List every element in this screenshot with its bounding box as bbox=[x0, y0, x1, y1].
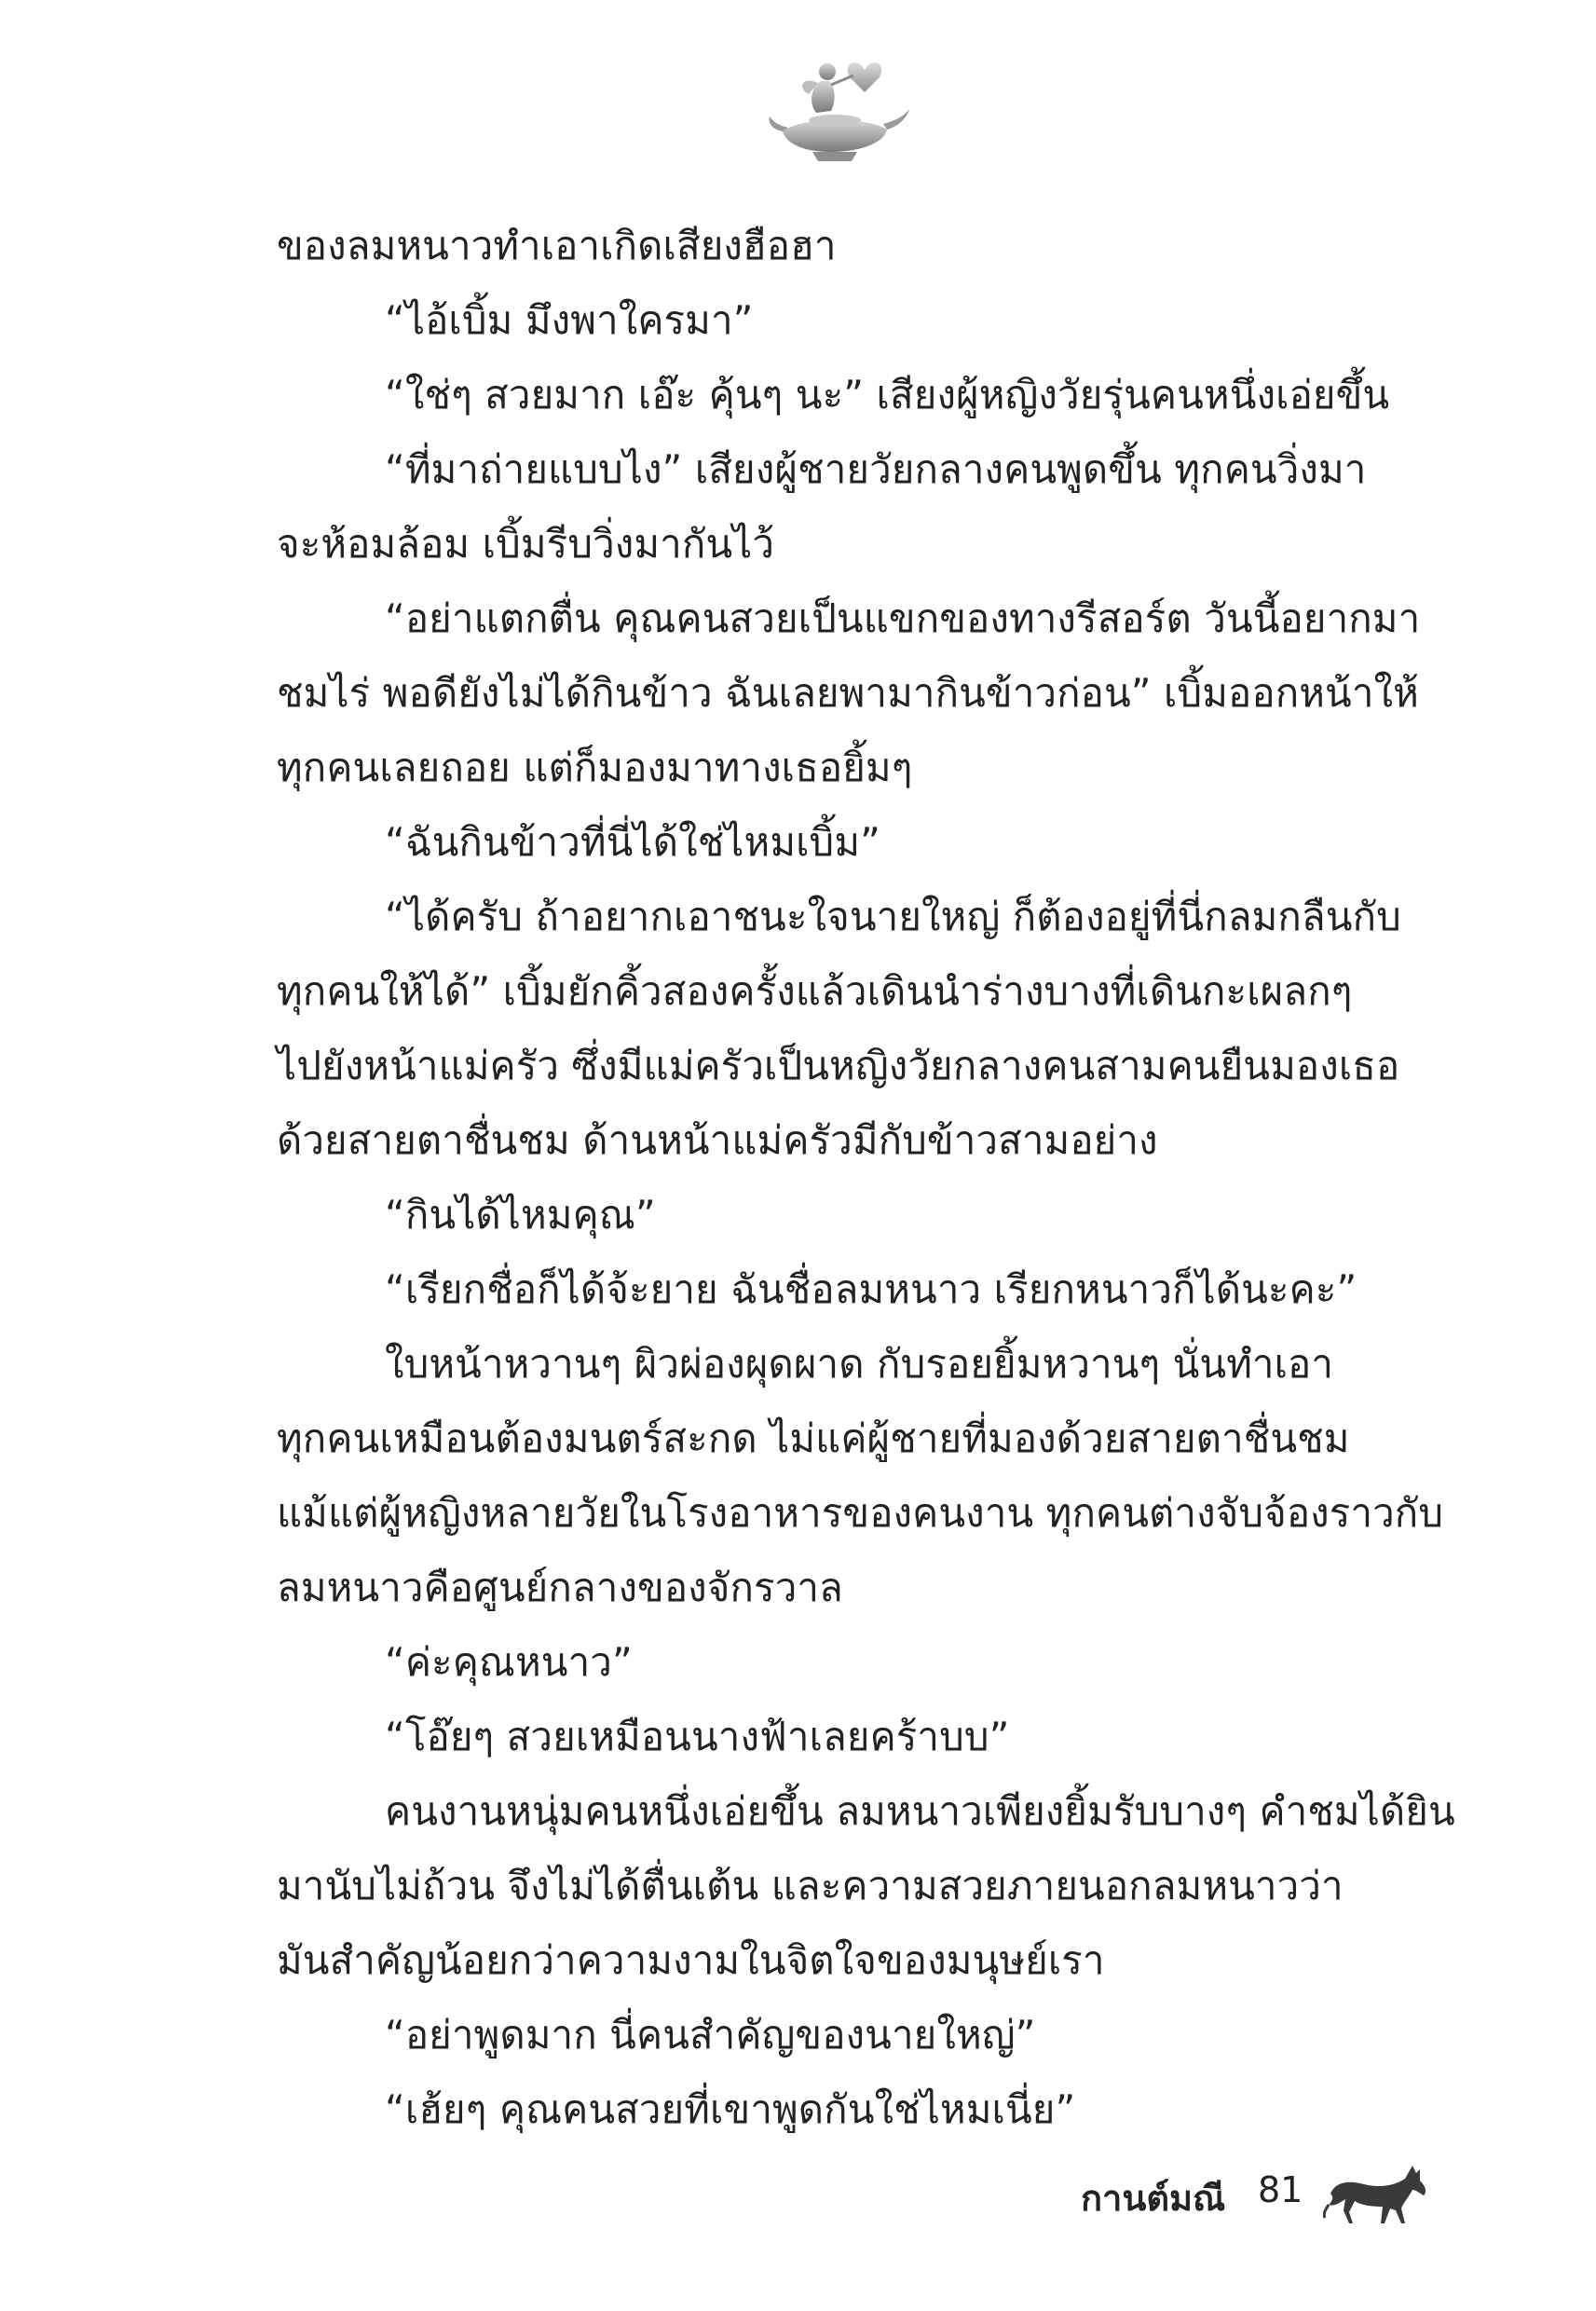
text-line: “ไอ้เบิ้ม มึงพาใครมา” bbox=[385, 297, 754, 343]
book-title: กานต์มณี bbox=[1081, 2178, 1226, 2219]
text-line: มันสำคัญน้อยกว่าความงามในจิตใจของมนุษย์เรา bbox=[277, 1937, 1105, 1983]
text-line: “กินได้ไหมคุณ” bbox=[385, 1192, 656, 1238]
text-line: “อย่าพูดมาก นี่คนสำคัญของนายใหญ่” bbox=[385, 2012, 1036, 2058]
text-line: “อย่าแตกตื่น คุณคนสวยเป็นแขกของทางรีสอร์ต วันนี้อยากมา bbox=[385, 595, 1421, 641]
page-number: 81 bbox=[1258, 2169, 1303, 2210]
text-line: ทุกคนให้ได้” เบิ้มยักคิ้วสองครั้งแล้วเดินนำร่างบางที่เดินกะเผลกๆ bbox=[277, 968, 1353, 1014]
text-line: ลมหนาวคือศูนย์กลางของจักรวาล bbox=[277, 1565, 843, 1610]
text-line: คนงานหนุ่มคนหนึ่งเอ่ยขึ้น ลมหนาวเพียงยิ้มรับบางๆ คำชมได้ยิน bbox=[385, 1788, 1455, 1834]
text-line: “โอ๊ยๆ สวยเหมือนนางฟ้าเลยคร้าบบ” bbox=[385, 1714, 1010, 1759]
teapot-cupid-ornament-icon bbox=[764, 51, 913, 168]
text-line: “ค่ะคุณหนาว” bbox=[385, 1639, 633, 1685]
text-line: “ใช่ๆ สวยมาก เอ๊ะ คุ้นๆ นะ” เสียงผู้หญิงวัยรุ่นคนหนึ่งเอ่ยขึ้น bbox=[385, 372, 1390, 417]
text-line: “ฉันกินข้าวที่นี่ได้ใช่ไหมเบิ้ม” bbox=[385, 819, 880, 865]
text-line: มานับไม่ถ้วน จึงไม่ได้ตื่นเต้น และความสวยภายนอกลมหนาวว่า bbox=[277, 1863, 1344, 1908]
text-line: “ที่มาถ่ายแบบไง” เสียงผู้ชายวัยกลางคนพูดขึ้น ทุกคนวิ่งมา bbox=[385, 446, 1367, 492]
text-line: แม้แต่ผู้หญิงหลายวัยในโรงอาหารของคนงาน ทุกคนต่างจับจ้องราวกับ bbox=[277, 1490, 1444, 1536]
horse-icon bbox=[1323, 2153, 1435, 2227]
text-line: “ได้ครับ ถ้าอยากเอาชนะใจนายใหญ่ ก็ต้องอยู่ที่นี่กลมกลืนกับ bbox=[385, 894, 1401, 939]
text-line: ของลมหนาวทำเอาเกิดเสียงฮือฮา bbox=[277, 223, 837, 268]
text-line: “เรียกชื่อก็ได้จ้ะยาย ฉันชื่อลมหนาว เรียกหนาวก็ได้นะคะ” bbox=[385, 1266, 1357, 1312]
text-line: ไปยังหน้าแม่ครัว ซึ่งมีแม่ครัวเป็นหญิงวัยกลางคนสามคนยืนมองเธอ bbox=[277, 1043, 1400, 1088]
text-line: ทุกคนเลยถอย แต่ก็มองมาทางเธอยิ้มๆ bbox=[277, 745, 913, 790]
text-line: “เฮ้ยๆ คุณคนสวยที่เขาพูดกันใช่ไหมเนี่ย” bbox=[385, 2086, 1076, 2132]
page-footer bbox=[0, 2153, 1596, 2236]
text-line: ใบหน้าหวานๆ ผิวผ่องผุดผาด กับรอยยิ้มหวานๆ นั่นทำเอา bbox=[385, 1341, 1334, 1387]
text-line: ทุกคนเหมือนต้องมนตร์สะกด ไม่แค่ผู้ชายที่มองด้วยสายตาชื่นชม bbox=[277, 1415, 1350, 1461]
text-line: ด้วยสายตาชื่นชม ด้านหน้าแม่ครัวมีกับข้าวสามอย่าง bbox=[277, 1117, 1158, 1163]
text-line: จะห้อมล้อม เบิ้มรีบวิ่งมากันไว้ bbox=[277, 521, 775, 567]
text-line: ชมไร่ พอดียังไม่ได้กินข้าว ฉันเลยพามากินข้าวก่อน” เบิ้มออกหน้าให้ bbox=[277, 670, 1419, 716]
